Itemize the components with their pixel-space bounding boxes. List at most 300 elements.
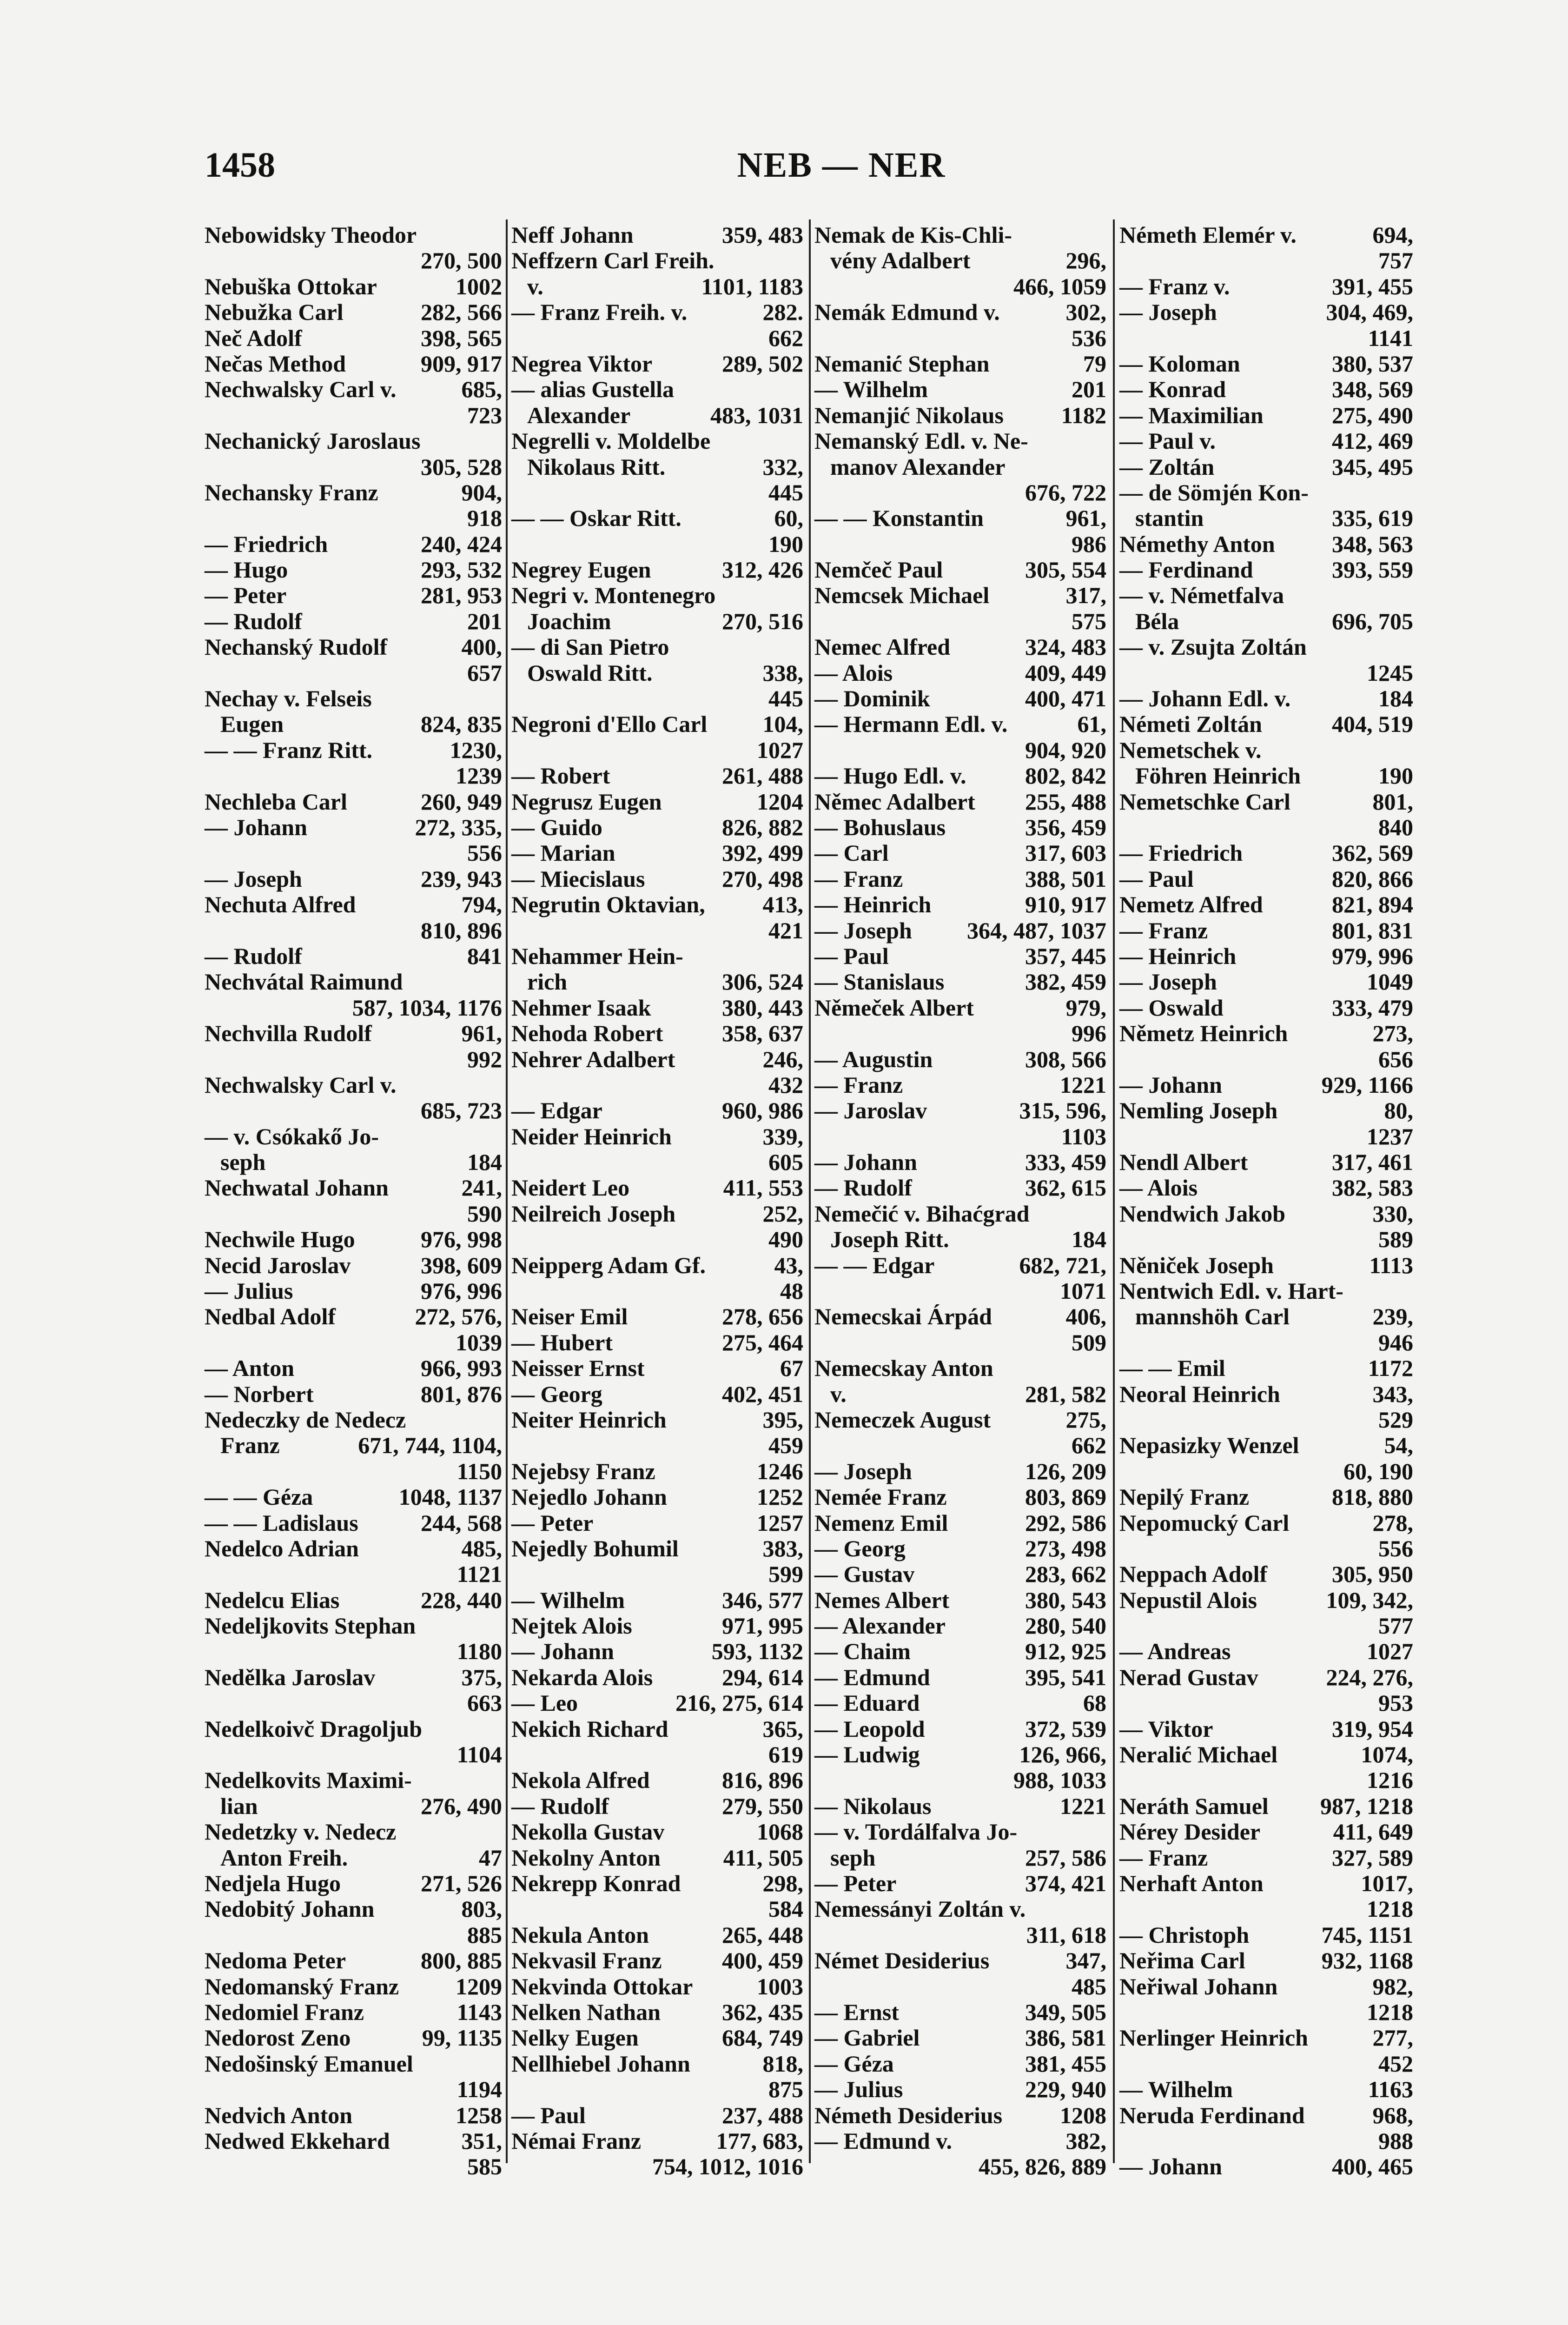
entry-page-refs: 60, [774,505,803,531]
entry-name: Nedvich Anton [205,2102,353,2128]
index-entry [205,531,502,557]
index-entry [814,454,1106,480]
entry-page-refs: 265, 448 [722,1921,803,1948]
index-entry [205,609,502,634]
entry-page-refs: 48 [780,1278,803,1304]
entry-page-refs: 904, [461,479,502,505]
index-entry [205,711,502,737]
index-entry [1119,222,1413,248]
entry-page-refs: 840 [1378,814,1413,840]
entry-name: Nemée Franz [814,1484,947,1510]
index-entry [511,1871,803,1896]
entry-name: — Stanislaus [814,969,945,995]
entry-page-refs: 452 [1378,2050,1413,2077]
index-entry [205,505,502,531]
index-entry [511,2103,803,2128]
entry-page-refs: 184 [1072,1226,1106,1253]
index-entry [814,1690,1106,1716]
entry-page-refs: 311, 618 [1026,1921,1106,1948]
entry-page-refs: 398, 565 [421,325,502,351]
index-entry [511,1742,803,1767]
entry-page-refs: 904, 920 [1025,737,1106,763]
entry-page-refs: 536 [1072,325,1106,351]
entry-page-refs: 365, [762,1715,803,1742]
entry-name: — Guido [511,814,602,840]
index-entry [814,1922,1106,1948]
entry-name: — Johann [814,1149,917,1176]
entry-name: — Edgar [511,1097,602,1124]
entry-page-refs: 400, [461,634,502,660]
index-entry [511,1330,803,1355]
entry-page-refs: 754, 1012, 1016 [652,2153,803,2180]
entry-page-refs: 1258 [456,2102,502,2128]
entry-page-refs: 918 [467,505,502,531]
index-entry [205,1922,502,1948]
index-entry [814,1561,1106,1587]
index-entry [511,531,803,557]
entry-name: — Dominik [814,685,930,712]
entry-page-refs: 1239 [456,763,502,789]
entry-page-refs: 237, 488 [722,2102,803,2128]
index-entry [511,1355,803,1381]
index-entry [814,299,1106,325]
entry-name: Németh Elemér v. [1119,222,1297,248]
index-entry [511,1896,803,1922]
index-entry [1119,840,1413,866]
entry-page-refs: 676, 722 [1025,479,1106,505]
index-entry [1119,299,1413,325]
entry-name: Nehoda Robert [511,1020,663,1047]
index-entry [205,995,502,1021]
entry-page-refs: 411, 553 [723,1175,803,1201]
entry-page-refs: 976, 998 [421,1226,502,1253]
entry-page-refs: 593, 1132 [711,1638,803,1665]
entry-page-refs: 335, 619 [1332,505,1413,531]
index-entry [205,1665,502,1690]
entry-name: Nemanjić Nikolaus [814,402,1004,428]
entry-name: Nepustil Alois [1119,1587,1257,1613]
entry-page-refs: 619 [768,1741,803,1768]
index-entry [814,737,1106,763]
index-entry [511,480,803,505]
index-entry [1119,918,1413,943]
entry-name: Nekarda Alois [511,1664,653,1690]
index-entry [511,1794,803,1819]
index-entry [511,1561,803,1587]
entry-name: Nekvinda Ottokar [511,1973,693,2000]
entry-name: Nebuška Ottokar [205,273,377,299]
entry-page-refs: 333, 479 [1332,994,1413,1021]
entry-name: — Christoph [1119,1921,1250,1948]
entry-page-refs: 362, 569 [1332,840,1413,866]
index-entry [1119,1588,1413,1613]
entry-page-refs: 1245 [1367,659,1413,686]
entry-page-refs: 395, 541 [1025,1664,1106,1690]
index-entry [1119,1639,1413,1664]
entry-page-refs: 380, 443 [722,994,803,1021]
entry-page-refs: 260, 949 [421,788,502,815]
column-rule [506,219,508,2163]
index-entry [511,1278,803,1304]
entry-name: Nejtek Alois [511,1613,632,1639]
index-entry [814,531,1106,557]
entry-name: Nepomucký Carl [1119,1509,1290,1536]
entry-name: Nemák Edmund v. [814,299,1000,326]
entry-page-refs: 1172 [1368,1355,1413,1382]
entry-name: — alias Gustella [511,376,675,403]
entry-page-refs: 1218 [1367,1999,1413,2025]
entry-name: — Johann [205,814,307,840]
index-entry [205,634,502,660]
entry-page-refs: 190 [1378,763,1413,789]
index-entry [511,609,803,634]
entry-page-refs: 395, [762,1406,803,1433]
entry-page-refs: 803, [461,1896,502,1922]
entry-name: — Friedrich [1119,840,1243,866]
index-entry [205,1536,502,1561]
index-entry [814,660,1106,686]
entry-page-refs: 966, 993 [421,1355,502,1382]
entry-name: Nedeczky de Nedecz [205,1406,406,1433]
index-entry [511,1304,803,1329]
entry-page-refs: 386, 581 [1025,2025,1106,2051]
index-column-4 [1119,222,1413,2180]
entry-page-refs: 315, 596, [1019,1097,1106,1124]
index-column-3 [814,222,1106,2180]
index-entry [205,1355,502,1381]
entry-name: Necid Jaroslav [205,1252,351,1278]
index-entry [511,248,803,273]
index-entry [814,1149,1106,1175]
entry-page-refs: 485, [461,1535,502,1561]
entry-name: Nechvilla Rudolf [205,1020,372,1047]
index-entry [205,403,502,428]
entry-page-refs: 275, [1065,1406,1106,1433]
index-entry [511,1047,803,1072]
index-entry [814,1742,1106,1767]
index-entry [814,222,1106,248]
index-entry [814,1227,1106,1252]
index-entry [1119,1407,1413,1433]
index-entry [1119,1433,1413,1458]
entry-page-refs: 244, 568 [421,1509,502,1536]
entry-page-refs: 841 [467,943,502,969]
entry-name: seph [830,1844,876,1871]
index-entry [814,377,1106,402]
entry-page-refs: 383, [762,1535,803,1561]
entry-page-refs: 400, 471 [1025,685,1106,712]
entry-page-refs: 273, [1372,1020,1413,1047]
entry-page-refs: 109, 342, [1326,1587,1413,1613]
index-entry [511,274,803,299]
entry-page-refs: 810, 896 [421,917,502,943]
entry-name: Nedorost Zeno [205,2025,351,2051]
entry-name: Német Desiderius [814,1947,990,1974]
index-entry [205,1794,502,1819]
entry-name: — — Géza [205,1484,313,1510]
entry-page-refs: 277, [1372,2025,1413,2051]
entry-name: Nedbal Adolf [205,1303,336,1330]
entry-page-refs: 345, 495 [1332,453,1413,480]
entry-name: Negrea Viktor [511,350,653,377]
entry-page-refs: 224, 276, [1326,1664,1413,1690]
entry-name: Nemcsek Michael [814,582,990,609]
index-entry [205,2103,502,2128]
entry-name: — Wilhelm [511,1587,625,1613]
index-entry [205,454,502,480]
entry-name: Nendl Albert [1119,1149,1248,1176]
index-entry [205,557,502,583]
index-entry [511,892,803,917]
index-entry [511,995,803,1021]
entry-page-refs: 976, 996 [421,1278,502,1304]
entry-page-refs: 296, [1065,247,1106,274]
index-entry [1119,2154,1413,2179]
entry-name: — Friedrich [205,531,328,557]
index-entry [511,1021,803,1046]
entry-page-refs: 305, 554 [1025,557,1106,583]
index-entry [814,943,1106,969]
entry-page-refs: 1246 [757,1458,803,1484]
index-entry [1119,377,1413,402]
index-entry [205,1201,502,1227]
entry-page-refs: 961, [461,1020,502,1047]
index-entry [205,969,502,995]
entry-name: — v. Zsujta Zoltán [1119,634,1307,660]
index-entry [511,789,803,815]
entry-page-refs: 67 [780,1355,803,1382]
entry-page-refs: 1104 [457,1741,502,1768]
entry-page-refs: 338, [762,659,803,686]
index-entry [205,1896,502,1922]
entry-page-refs: 585 [467,2153,502,2180]
index-entry [511,1639,803,1664]
entry-name: Negri v. Montenegro [511,582,716,609]
entry-page-refs: 529 [1378,1406,1413,1433]
index-entry [814,351,1106,377]
entry-page-refs: 283, 662 [1025,1561,1106,1588]
entry-name: — — Franz Ritt. [205,737,373,763]
entry-name: — Leo [511,1690,578,1716]
index-entry [511,1072,803,1098]
entry-page-refs: 380, 543 [1025,1587,1106,1613]
index-entry [1119,815,1413,840]
index-entry [511,1510,803,1536]
entry-page-refs: 54, [1384,1432,1413,1459]
index-entry [511,969,803,995]
index-entry [511,299,803,325]
entry-name: Nechanský Rudolf [205,634,388,660]
entry-name: Neráth Samuel [1119,1793,1269,1819]
index-entry [1119,1922,1413,1948]
entry-name: — Peter [511,1509,594,1536]
index-entry [205,943,502,969]
index-entry [814,1253,1106,1278]
entry-name: Nechanický Jaroslaus [205,428,421,454]
entry-name: Béla [1135,608,1179,634]
index-entry [1119,660,1413,686]
index-entry [814,2154,1106,2179]
entry-page-refs: 400, 459 [722,1947,803,1974]
entry-page-refs: 362, 615 [1025,1175,1106,1201]
index-entry [1119,1278,1413,1304]
entry-page-refs: 298, [762,1870,803,1896]
entry-name: Nekich Richard [511,1715,668,1742]
entry-page-refs: 413, [762,891,803,918]
index-entry [205,326,502,351]
entry-page-refs: 599 [768,1561,803,1588]
entry-page-refs: 381, 455 [1025,2050,1106,2077]
entry-page-refs: 996 [1072,1020,1106,1047]
entry-name: — Alois [814,659,893,686]
entry-name: — — Edgar [814,1252,935,1278]
entry-name: Nemecskay Anton [814,1355,993,1382]
index-entry [1119,1742,1413,1767]
index-entry [205,737,502,763]
index-entry [1119,2128,1413,2154]
entry-name: Neřiwal Johann [1119,1973,1278,2000]
index-entry [205,1742,502,1767]
entry-page-refs: 946 [1378,1329,1413,1355]
index-entry [511,403,803,428]
index-entry [511,2051,803,2077]
entry-page-refs: 275, 490 [1332,402,1413,428]
index-entry [511,1433,803,1458]
index-entry [511,1407,803,1433]
entry-name: — Paul [511,2102,586,2128]
entry-name: lian [220,1793,258,1819]
index-entry [1119,737,1413,763]
index-entry [205,1767,502,1793]
index-entry [814,609,1106,634]
entry-page-refs: 577 [1378,1613,1413,1639]
entry-name: Negrutin Oktavian, [511,891,705,918]
entry-page-refs: 590 [467,1200,502,1227]
index-entry [205,1149,502,1175]
entry-page-refs: 662 [768,325,803,351]
entry-page-refs: 104, [762,711,803,737]
entry-name: — Heinrich [1119,943,1237,969]
entry-page-refs: 270, 516 [722,608,803,634]
entry-page-refs: 276, 490 [421,1793,502,1819]
entry-name: — Joseph [814,917,912,943]
entry-name: Neruda Ferdinand [1119,2102,1305,2128]
entry-page-refs: 281, 953 [421,582,502,609]
entry-page-refs: 663 [467,1690,502,1716]
index-entry [814,1072,1106,1098]
entry-page-refs: 696, 705 [1332,608,1413,634]
entry-page-refs: 400, 465 [1332,2153,1413,2180]
index-entry [205,1510,502,1536]
entry-page-refs: 694, [1372,222,1413,248]
entry-page-refs: 412, 469 [1332,428,1413,454]
entry-page-refs: 800, 885 [421,1947,502,1974]
index-entry [205,274,502,299]
index-entry [205,2051,502,2077]
index-entry [205,1433,502,1458]
index-entry [1119,1021,1413,1046]
entry-name: Nebowidsky Theodor [205,222,417,248]
entry-name: Němetz Heinrich [1119,1020,1288,1047]
index-entry [511,840,803,866]
index-entry [205,1845,502,1871]
entry-page-refs: 228, 440 [421,1587,502,1613]
entry-name: Nelken Nathan [511,1999,661,2025]
entry-page-refs: 757 [1378,247,1413,274]
index-entry [814,918,1106,943]
entry-name: — Bohuslaus [814,814,946,840]
entry-name: — de Sömjén Kon- [1119,479,1309,505]
index-entry [814,428,1106,454]
entry-name: Nechwatal Johann [205,1175,389,1201]
index-entry [1119,403,1413,428]
index-entry [1119,480,1413,505]
index-entry [511,222,803,248]
entry-page-refs: 292, 586 [1025,1509,1106,1536]
entry-page-refs: 332, [762,453,803,480]
index-entry [205,1227,502,1252]
entry-page-refs: 374, 421 [1025,1870,1106,1896]
entry-page-refs: 317, 603 [1025,840,1106,866]
index-entry [511,711,803,737]
index-entry [1119,789,1413,815]
entry-name: — Miecislaus [511,865,645,892]
entry-name: — Gustav [814,1561,915,1588]
index-entry [511,505,803,531]
entry-page-refs: 1048, 1137 [398,1484,502,1510]
entry-name: — Robert [511,763,610,789]
index-entry [814,892,1106,917]
entry-page-refs: 388, 501 [1025,865,1106,892]
entry-name: — Johann Edl. v. [1119,685,1291,712]
index-entry [1119,1716,1413,1742]
entry-page-refs: 1221 [1060,1071,1106,1098]
entry-page-refs: 304, 469, [1326,299,1413,326]
index-entry [1119,1690,1413,1716]
index-entry [511,686,803,711]
index-entry [814,2128,1106,2154]
index-entry [511,1536,803,1561]
index-entry [814,1330,1106,1355]
index-entry [1119,1355,1413,1381]
entry-name: — — Oskar Ritt. [511,505,681,531]
index-entry [511,660,803,686]
index-entry [1119,969,1413,995]
entry-name: Nechay v. Felseis [205,685,372,712]
index-entry [205,2025,502,2051]
index-entry [814,1588,1106,1613]
entry-name: Nekolny Anton [511,1844,661,1871]
index-entry [814,815,1106,840]
index-entry [814,686,1106,711]
index-entry [814,1536,1106,1561]
entry-page-refs: 289, 502 [722,350,803,377]
entry-page-refs: 1113 [1369,1252,1413,1278]
entry-page-refs: 605 [768,1149,803,1176]
entry-page-refs: 382, 583 [1332,1175,1413,1201]
index-entry [814,763,1106,789]
entry-name: — Hugo [205,557,288,583]
entry-name: — Ludwig [814,1741,920,1768]
index-entry [511,1974,803,2000]
index-entry [511,2025,803,2051]
entry-name: — Rudolf [814,1175,912,1201]
entry-name: Nemečić v. Bihaćgrad [814,1200,1030,1227]
index-entry [511,1948,803,1973]
index-entry [1119,1845,1413,1871]
index-entry [511,1149,803,1175]
index-entry [1119,351,1413,377]
